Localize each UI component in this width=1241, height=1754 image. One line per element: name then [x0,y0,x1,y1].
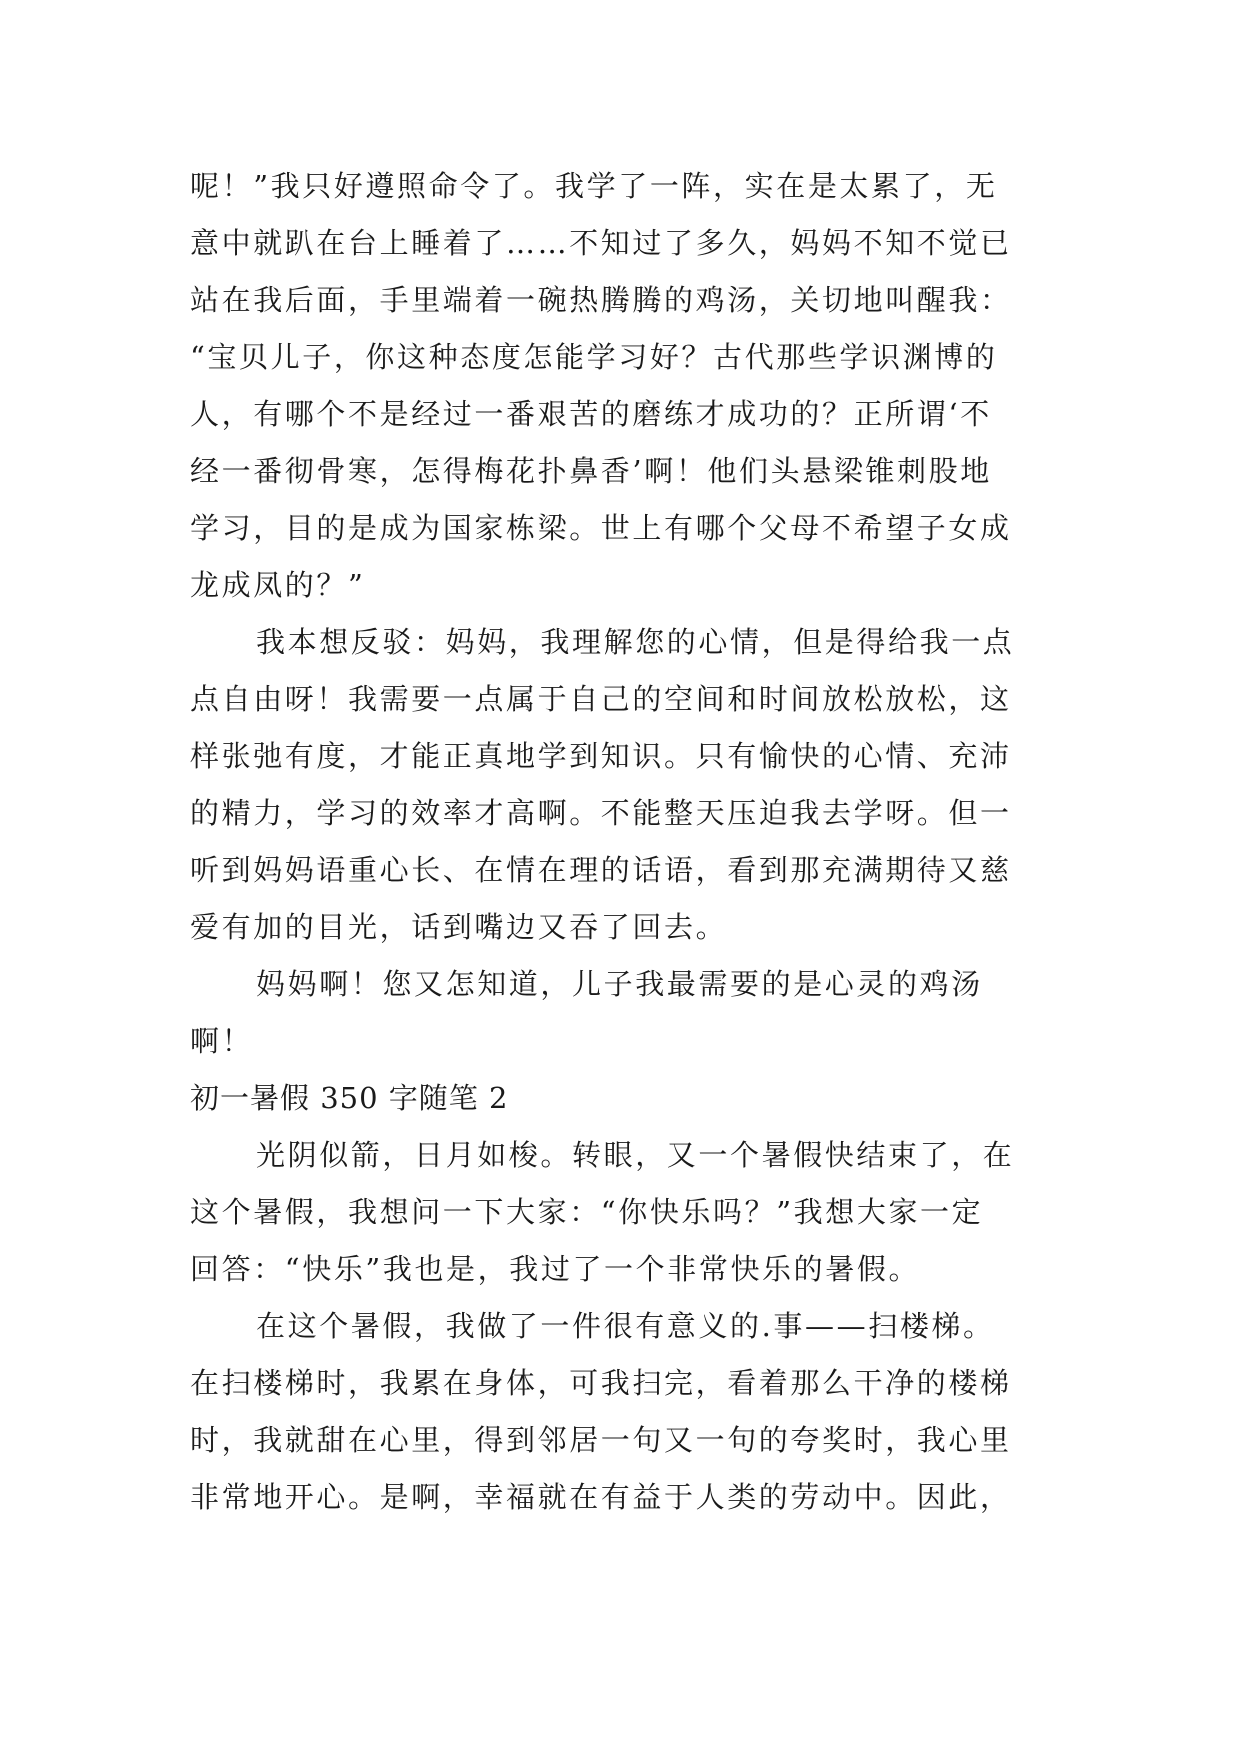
text-line: 时，我就甜在心里，得到邻居一句又一句的夸奖时，我心里 [190,1423,1012,1457]
text-line: 的精力，学习的效率才高啊。不能整天压迫我去学呀。但一 [190,796,1012,830]
document-page [190,158,1052,1526]
text-line: 在扫楼梯时，我累在身体，可我扫完，看着那么干净的楼梯 [190,1366,1012,1400]
text-line: 经一番彻骨寒，怎得梅花扑鼻香’啊！他们头悬梁锥刺股地 [190,454,992,488]
paragraph-start-line: 我本想反驳：妈妈，我理解您的心情，但是得给我一点 [256,625,1015,659]
text-line: 回答：“快乐”我也是，我过了一个非常快乐的暑假。 [190,1252,921,1286]
text-line: 呢！”我只好遵照命令了。我学了一阵，实在是太累了，无 [190,169,998,203]
paragraph-start-line: 妈妈啊！您又怎知道，儿子我最需要的是心灵的鸡汤 [256,967,983,1001]
text-line: 点自由呀！我需要一点属于自己的空间和时间放松放松，这 [190,682,1012,716]
text-line: 啊！ [190,1024,254,1058]
text-line: 人，有哪个不是经过一番艰苦的磨练才成功的？正所谓‘不 [190,397,992,431]
section-heading: 初一暑假 350 字随笔 2 [190,1081,509,1115]
text-line: 这个暑假，我想问一下大家：“你快乐吗？”我想大家一定 [190,1195,984,1229]
text-line: 龙成凤的？” [190,568,366,602]
text-line: 意中就趴在台上睡着了……不知过了多久，妈妈不知不觉已 [190,226,1012,260]
paragraph-start-line: 在这个暑假，我做了一件很有意义的.事——扫楼梯。 [256,1309,995,1343]
text-line: 听到妈妈语重心长、在情在理的话语，看到那充满期待又慈 [190,853,1012,887]
text-line: 爱有加的目光，话到嘴边又吞了回去。 [190,910,728,944]
text-line: 样张弛有度，才能正真地学到知识。只有愉快的心情、充沛 [190,739,1012,773]
text-line: “宝贝儿子，你这种态度怎能学习好？古代那些学识渊博的 [190,340,998,374]
text-line: 学习，目的是成为国家栋梁。世上有哪个父母不希望子女成 [190,511,1012,545]
text-line: 站在我后面，手里端着一碗热腾腾的鸡汤，关切地叫醒我： [190,283,1012,317]
text-line: 非常地开心。是啊，幸福就在有益于人类的劳动中。因此， [190,1480,1012,1514]
paragraph-start-line: 光阴似箭，日月如梭。转眼，又一个暑假快结束了，在 [256,1138,1015,1172]
